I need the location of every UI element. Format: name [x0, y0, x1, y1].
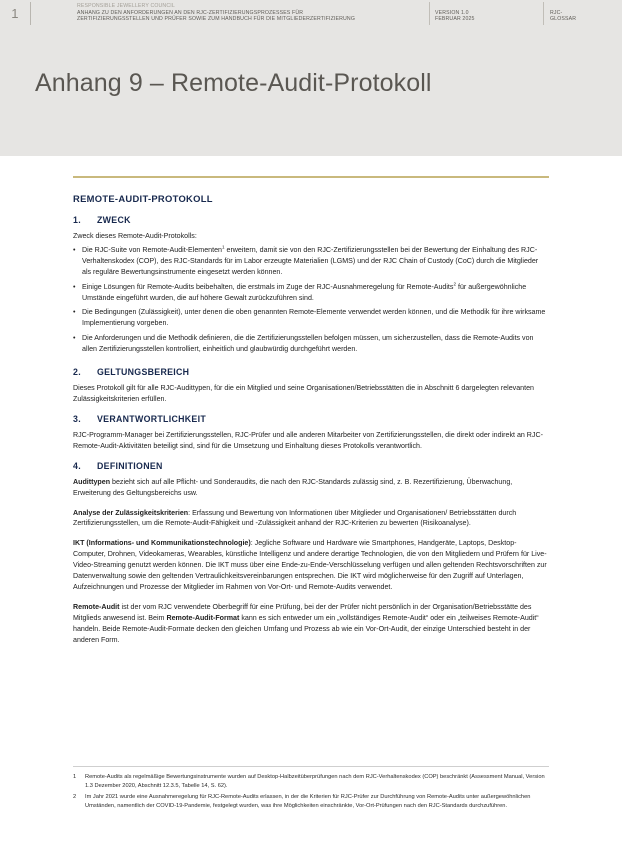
gold-rule: [73, 176, 549, 178]
definition: Audittypen bezieht sich auf alle Pflicht- und Sonderaudits, die nach den RJC-Standards zulässig sind, z. B. Rezertifizierung, Überwachung, Erweiterung des Geltungsbereichs usw.: [73, 477, 513, 497]
document-heading: REMOTE-AUDIT-PROTOKOLL: [73, 193, 213, 204]
definition: Remote-Audit ist der vom RJC verwendete Oberbegriff für eine Prüfung, bei der der Prüfer nicht persönlich in der Organisation/Betriebsstätte des Mitglieds anwesend ist. Beim Remote-Audit-Format kann es sich entweder um ein „vollständiges Remote-Audit“ oder ein „teilweises Remote-Audit“ handeln. Beide Remote-Audit-Formate decken den gleichen Umfang und Prozess ab wie ein Vor-Ort-Audit, der einzige Unterschied besteht in der anderen Form.: [73, 602, 539, 644]
section-body: RJC-Programm-Manager bei Zertifizierungsstellen, RJC-Prüfer und alle anderen Mitarbeiter von Zertifizierungsstellen, die direkt oder indirekt an RJC-Remote-Audit-Aktivitäten beteiligt sind, sind für die Umsetzung und Einhaltung dieses Protokolls verantwortlich.: [73, 430, 543, 450]
footnote-ref[interactable]: 1: [221, 244, 225, 250]
section-title: DEFINITIONEN: [97, 460, 163, 471]
purpose-list: [73, 245, 549, 355]
list-item: • Die Anforderungen und die Methodik definieren, die die Zertifizierungsstellen befolgen müssen, um sicherzustellen, dass die Remote-Audits von allen Zertifizierungsstellen kontrolliert, einheitlich und glaubwürdig durchgeführt werden.: [73, 333, 549, 355]
header-subtitle-line2: ZERTIFIZIERUNGSSTELLEN UND PRÜFER SOWIE ZUM HANDBUCH FÜR DIE MITGLIEDERZERTIFIZIERUNG: [77, 16, 356, 22]
footnote-number: 2: [73, 794, 77, 801]
definition-term: Remote-Audit: [73, 602, 120, 611]
header-glossary-link[interactable]: GLOSSAR: [550, 16, 577, 22]
header-glossary-link[interactable]: RJC-: [550, 10, 563, 16]
header-version: VERSION 1.0: [435, 10, 469, 16]
section-intro: Zweck dieses Remote-Audit-Protokolls:: [73, 232, 197, 240]
page-number: 1: [0, 2, 31, 25]
header-org: RESPONSIBLE JEWELLERY COUNCIL: [77, 3, 175, 9]
section-heading: [73, 367, 549, 377]
section-heading: [73, 215, 549, 225]
footnote-text: Im Jahr 2021 wurde eine Ausnahmeregelung für RJC-Remote-Audits erlassen, in der die Kriterien für RJC-Prüfer zur Durchführung von Remote-Audits unter außergewöhnlichen Umständen, namentlich der COVID-19-Pandemie, festgelegt wurden, was ihre Möglichkeiten einschränkte, Vor-Ort-Prüfungen nach den RJC-Standards durchzuführen.: [85, 794, 531, 809]
footnote: [73, 793, 549, 810]
list-item: • Die Bedingungen (Zulässigkeit), unter denen die oben genannten Remote-Elemente verwendet werden können, und die Methodik für ihre wirksame Implementierung vorgeben.: [73, 307, 549, 329]
list-item: • Einige Lösungen für Remote-Audits beibehalten, die erstmals im Zuge der RJC-Ausnahmeregelung für Remote-Audits$^2$ für außergewöhnliche Umstände eingeführt wurden, die auf höhere Gewalt zurückzuführen sind.: [73, 282, 549, 304]
section-number: 1.: [73, 215, 81, 225]
definition-term: Remote-Audit-Format: [166, 613, 240, 622]
definition-term: IKT (Informations- und Kommunikationstechnologie): [73, 539, 251, 548]
footnote-ref[interactable]: 2: [453, 281, 456, 287]
section-heading: [73, 414, 549, 424]
header-divider: [543, 2, 544, 25]
footnotes: [73, 773, 549, 813]
running-header: [0, 0, 622, 27]
header-divider: [429, 2, 430, 25]
section-title: GELTUNGSBEREICH: [97, 367, 190, 378]
header-subtitle-line1: ANHANG ZU DEN ANFORDERUNGEN AN DEN RJC-ZERTIFIZIERUNGSPROZESSES FÜR: [77, 10, 304, 16]
footnote-text: Remote-Audits als regelmäßige Bewertungsinstrumente wurden auf Desktop-Halbzeitüberprüfungen nach dem RJC-Verhaltenskodex (COP) beschränkt (Assessment Manual, Version 1.3 Dezember 2020, Abschnitt 12.3.5, Tabelle 14, S. 62).: [85, 774, 545, 789]
footnote-number: 1: [73, 774, 77, 780]
page-title: Anhang 9 – Remote-Audit-Protokoll: [35, 69, 432, 97]
footnote-divider: [73, 766, 549, 767]
document-body: [73, 176, 549, 654]
definition-term: Analyse der Zulässigkeitskriterien: [73, 508, 189, 517]
header-date: FEBRUAR 2025: [435, 16, 475, 22]
list-item: • Die RJC-Suite von Remote-Audit-Elementen$^1$ erweitern, damit sie von den RJC-Zertifizierungsstellen bei der Bewertung der Einhaltung des RJC-Verhaltenskodex (COP), des RJC-Standards für im Labor erzeugte Materialien (LGMS) und der RJC Chain of Custody (CoC) durch die Mitglieder als reguläre Bewertungsinstrumente eingesetzt werden können.: [73, 245, 549, 278]
footnote: [73, 773, 549, 790]
section-body: Dieses Protokoll gilt für alle RJC-Audittypen, für die ein Mitglied und seine Organisationen/Betriebsstätten die in Abschnitt 6 dargelegten relevanten Zulässigkeitskriterien erfüllen.: [73, 384, 534, 403]
section-number: 2.: [73, 367, 81, 378]
definition-term: Audittypen: [73, 477, 111, 486]
section-title: ZWECK: [97, 215, 131, 225]
definition: Analyse der Zulässigkeitskriterien: Erfassung und Bewertung von Informationen über Mitglieder und Organisationen/ Betriebsstätten durch Zertifizierungsstellen, um die Remote-Audit-Fähigkeit und -Zulässigkeit anhand der RJC-Kriterien zu bewerten (Risikoanalyse).: [73, 508, 517, 528]
section-number: 4.: [73, 460, 81, 471]
section-title: VERANTWORTLICHKEIT: [97, 413, 206, 424]
section-number: 3.: [73, 413, 81, 424]
definition: IKT (Informations- und Kommunikationstechnologie): Jegliche Software und Hardware wie Smartphones, Handgeräte, Laptops, Desktop-Computer, Drohnen, Videokameras, Wearables, künstliche Intelligenz und andere derartige Technologien, die von den Mitgliedern und Prüfern für Live-Video-Streaming genutzt werden können. Die IKT muss über eine Ende-zu-Ende-Verschlüsselung verfügen und allen geltenden Rechtsvorschriften zur Datenverwaltung sowie den geltenden Vertraulichkeitsvereinbarungen entsprechen. Die IKT wird möglicherweise für den Zugriff auf Unterlagen, Aufzeichnungen und Prozesse der Mitglieder im Rahmen von Vor-Ort- und Remote-Audits verwendet.: [73, 539, 547, 591]
section-heading: [73, 461, 549, 471]
